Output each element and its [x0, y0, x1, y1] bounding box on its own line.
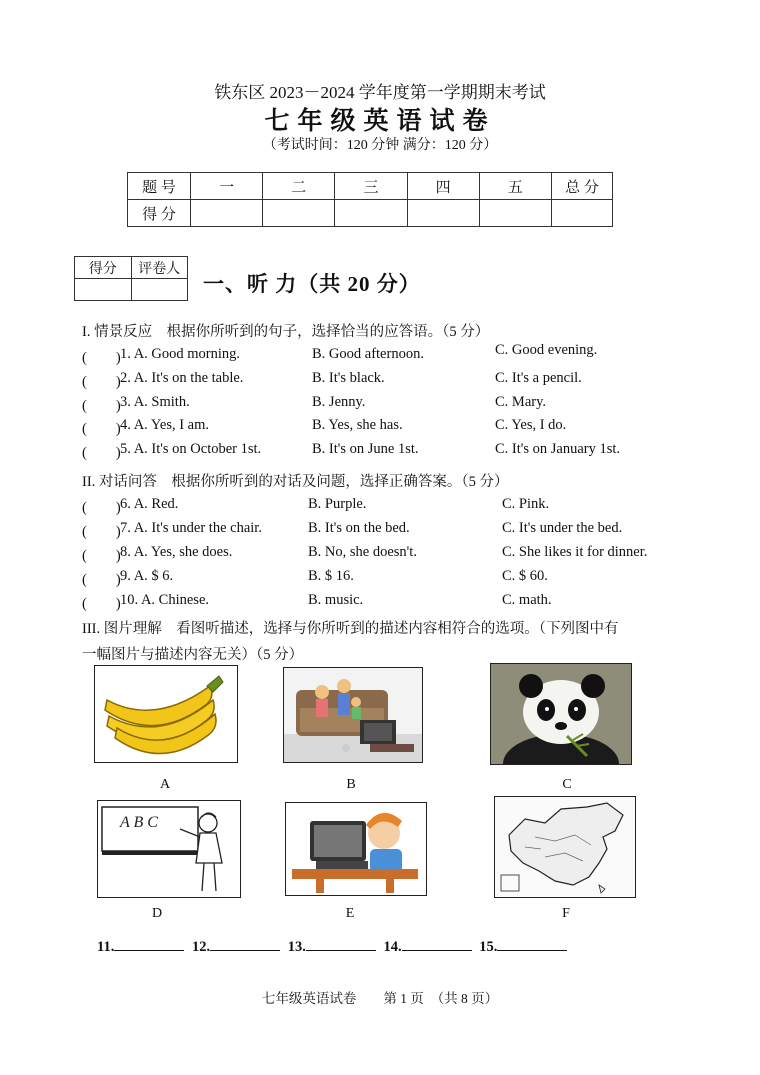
answer-paren[interactable]: ( ): [82, 374, 121, 390]
option-c: C. Yes, I do.: [495, 417, 567, 433]
option-a: 9. A. $ 6.: [120, 568, 174, 584]
option-c: C. Good evening.: [495, 342, 598, 358]
option-a: 8. A. Yes, she does.: [120, 544, 233, 560]
grader-name-input[interactable]: [131, 279, 188, 301]
score-table: [127, 172, 613, 227]
answer-number-12: 12.: [191, 939, 211, 955]
question-row: [82, 520, 702, 542]
option-b: B. No, she doesn't.: [308, 544, 417, 560]
option-a: 5. A. It's on October 1st.: [120, 441, 262, 457]
answer-paren[interactable]: ( ): [82, 596, 121, 612]
question-row: [82, 496, 702, 518]
part1-heading: I. 情景反应 根据你所听到的句子，选择恰当的应答语。（5 分）: [82, 324, 490, 340]
answer-paren[interactable]: ( ): [82, 421, 121, 437]
question-row: [82, 370, 702, 392]
option-c: C. Mary.: [495, 394, 547, 410]
boy-at-computer-picture: [285, 802, 427, 896]
grader-score-input[interactable]: [75, 279, 132, 301]
answer-blank-14[interactable]: [402, 936, 472, 951]
option-b: B. Yes, she has.: [312, 417, 403, 433]
picture-label-b: B: [346, 777, 356, 792]
score-cell-5: 五: [479, 173, 551, 200]
family-watching-tv-picture: [283, 667, 423, 763]
question-row: [82, 441, 702, 463]
score-input-2[interactable]: [263, 200, 335, 227]
score-input-1[interactable]: [191, 200, 263, 227]
main-title: 七年级英语试卷: [264, 108, 496, 135]
bananas-picture: [94, 665, 238, 763]
score-table-header-row: [128, 173, 613, 200]
picture-label-d: D: [151, 906, 163, 921]
exam-time-info: （考试时间：120 分钟 满分：120 分）: [262, 138, 498, 153]
option-a: 2. A. It's on the table.: [120, 370, 244, 386]
answer-paren[interactable]: ( ): [82, 350, 121, 366]
question-row: [82, 544, 702, 566]
option-c: C. It's a pencil.: [495, 370, 582, 386]
option-b: B. It's on the bed.: [308, 520, 410, 536]
answer-blank-13[interactable]: [306, 936, 376, 951]
score-input-total[interactable]: [552, 200, 613, 227]
answer-blank-11[interactable]: [114, 936, 184, 951]
answer-blank-12[interactable]: [210, 936, 280, 951]
answer-blank-15[interactable]: [497, 936, 567, 951]
option-b: B. $ 16.: [308, 568, 354, 584]
option-c: C. She likes it for dinner.: [502, 544, 648, 560]
option-a: 10. A. Chinese.: [120, 592, 210, 608]
option-c: C. It's under the bed.: [502, 520, 623, 536]
picture-label-e: E: [345, 906, 355, 921]
score-cell-2: 二: [263, 173, 335, 200]
panda-picture: [490, 663, 632, 765]
option-a: 6. A. Red.: [120, 496, 179, 512]
answer-paren[interactable]: ( ): [82, 398, 121, 414]
score-input-5[interactable]: [479, 200, 551, 227]
option-c: C. $ 60.: [502, 568, 548, 584]
part2-heading: II. 对话问答 根据你所听到的对话及问题，选择正确答案。（5 分）: [82, 474, 509, 490]
map-of-china-picture: [494, 796, 636, 898]
question-row: [82, 342, 702, 368]
score-input-3[interactable]: [335, 200, 407, 227]
score-cell-label: 题 号: [128, 173, 191, 200]
blackboard-text: A B C: [120, 814, 158, 831]
option-b: B. Good afternoon.: [312, 346, 424, 362]
teacher-at-blackboard-picture: [97, 800, 241, 898]
option-b: B. It's on June 1st.: [312, 441, 419, 457]
answer-paren[interactable]: ( ): [82, 524, 121, 540]
picture-label-f: F: [562, 906, 570, 921]
section-listening-title: 一、听 力（共 20 分）: [203, 272, 421, 296]
exam-title: 铁东区 2023－2024 学年度第一学期期末考试: [214, 83, 546, 102]
answer-number-14: 14.: [383, 939, 402, 955]
option-b: B. music.: [308, 592, 364, 608]
grader-name-label: 评卷人: [131, 257, 188, 279]
score-row-label: 得 分: [128, 200, 191, 227]
option-a: 1. A. Good morning.: [120, 346, 241, 362]
picture-answer-line: [97, 936, 571, 956]
score-cell-1: 一: [191, 173, 263, 200]
question-row: [82, 592, 702, 614]
option-b: B. Jenny.: [312, 394, 366, 410]
score-cell-3: 三: [335, 173, 407, 200]
option-c: C. math.: [502, 592, 552, 608]
picture-label-c: C: [562, 777, 572, 792]
option-b: B. It's black.: [312, 370, 385, 386]
answer-paren[interactable]: ( ): [82, 445, 121, 461]
option-c: C. It's on January 1st.: [495, 441, 621, 457]
score-table-score-row: [128, 200, 613, 227]
option-a: 3. A. Smith.: [120, 394, 190, 410]
score-cell-total: 总 分: [552, 173, 613, 200]
part3-heading-line1: III. 图片理解 看图听描述，选择与你所听到的描述内容相符合的选项。（下列图中有: [82, 621, 619, 637]
grader-score-label: 得分: [75, 257, 132, 279]
grader-table: [74, 256, 188, 301]
option-a: 7. A. It's under the chair.: [120, 520, 262, 536]
picture-label-a: A: [159, 777, 171, 792]
page-footer: 七年级英语试卷 第 1 页 （共 8 页）: [261, 991, 499, 1006]
score-input-4[interactable]: [407, 200, 479, 227]
answer-number-13: 13.: [287, 939, 306, 955]
option-a: 4. A. Yes, I am.: [120, 417, 210, 433]
question-row: [82, 417, 702, 439]
answer-number-15: 15.: [479, 939, 498, 955]
answer-paren[interactable]: ( ): [82, 548, 121, 564]
answer-paren[interactable]: ( ): [82, 500, 121, 516]
question-row: [82, 568, 702, 590]
option-c: C. Pink.: [502, 496, 550, 512]
answer-paren[interactable]: ( ): [82, 572, 121, 588]
question-row: [82, 394, 702, 416]
part3-heading-line2: 一幅图片与描述内容无关）（5 分）: [82, 647, 304, 663]
answer-number-11: 11.: [97, 939, 115, 955]
score-cell-4: 四: [407, 173, 479, 200]
option-b: B. Purple.: [308, 496, 367, 512]
